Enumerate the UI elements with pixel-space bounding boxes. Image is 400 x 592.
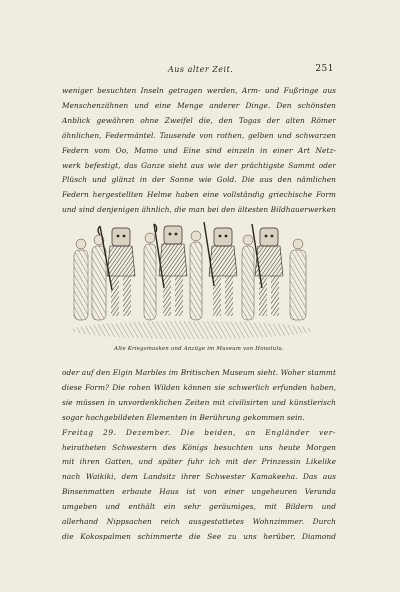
text-line: oder auf den Elgin Marbles im Britischen Museum sieht. Woher stammt <box>62 368 336 377</box>
text-line: Anblick gewähren ohne Zweifel die, den Togas der alten Römer <box>62 115 336 125</box>
figure-caption: Alte Kriegsmasken und Anzüge im Museum von Honolulu. <box>114 346 284 352</box>
text-line: Binsenmatten erbaute Haus ist von einer ungeheuren Veranda <box>62 487 336 497</box>
text-line: Menschenzähnen und eine Menge anderer Dinge. Den schönsten <box>62 100 336 110</box>
running-title: Aus alter Zeit. <box>168 65 234 74</box>
text-line: ähnlichen, Federmäntel. Tausende von rothen, gelben und schwarzen <box>62 130 336 140</box>
text-line: diese Form? Die rohen Wilden können sie schwerlich erfunden haben, <box>62 382 336 392</box>
text-line: Freitag 29. Dezember. Die beiden, an Engländer ver- <box>62 427 336 437</box>
running-header <box>62 64 334 78</box>
text-line: Federn hergestellten Helme haben eine vollständig griechische Form <box>62 190 336 200</box>
engraving-figure <box>70 220 314 340</box>
text-line: mit ihren Gatten, und später fuhr ich mit der Prinzessin Likelike <box>62 457 336 467</box>
engraving-masked-warriors-icon <box>70 220 314 340</box>
page-number: 251 <box>315 64 334 74</box>
text-line: sie müssen in unvordenklichen Zeiten mit civilisirten und künstlerisch <box>62 397 336 407</box>
text-line: und sind denjenigen ähnlich, die man bei den ältesten Bildhauerwerken <box>62 205 336 215</box>
text-line: allerhand Nippsachen reich ausgestattetes Wohnzimmer. Durch <box>62 517 336 527</box>
text-line: die Kokospalmen schimmerte die See zu uns herüber, Diamond <box>62 531 336 541</box>
text-line: Plüsch und glänzt in der Sonne wie Gold. Die aus den nämlichen <box>62 175 336 185</box>
text-line: werk befestigt, das Ganze sieht aus wie der prächtigste Sammt oder <box>62 160 336 170</box>
paragraph-top <box>62 84 336 218</box>
text-line: umgeben und enthält ein sehr geräumiges, mit Bildern und <box>62 502 336 512</box>
text-line: weniger besuchten Inseln getragen werden, Arm- und Fußringe aus <box>62 86 336 95</box>
text-line: nach Waikiki, dem Landsitz ihrer Schwester Kamakeeha. Das aus <box>62 472 336 482</box>
text-line: Federn vom Oo, Mamo und Eine sind einzeln in einer Art Netz- <box>62 145 336 155</box>
text-line: heiratheten Schwestern des Königs besuchten uns heute Morgen <box>62 442 336 452</box>
paragraph-bottom <box>62 366 336 545</box>
text-line: sogar hochgebildeten Elementen in Berührung gekommen sein. <box>62 412 305 422</box>
